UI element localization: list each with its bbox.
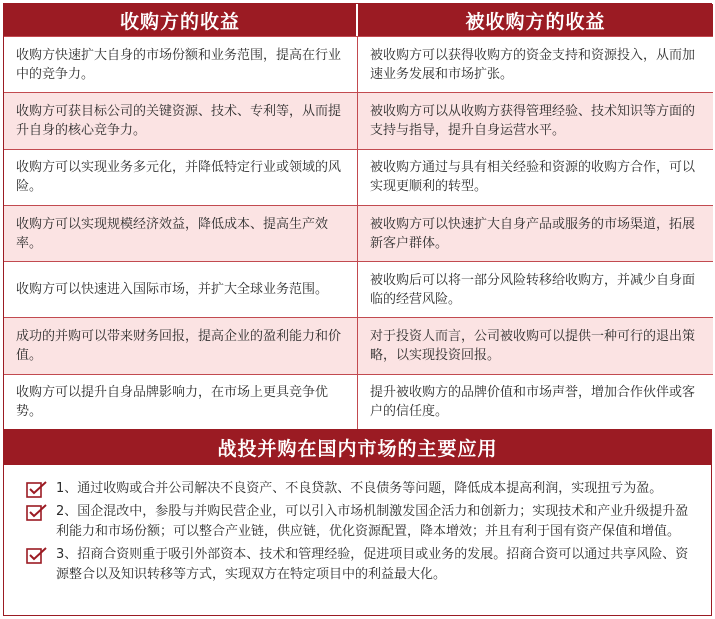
header-acquirer-benefits: 收购方的收益 xyxy=(4,4,358,36)
acquirer-benefit-cell: 收购方快速扩大自身的市场份额和业务范围，提高在行业中的竞争力。 xyxy=(4,36,358,92)
acquirer-benefit-cell: 收购方可以实现业务多元化，并降低特定行业或领域的风险。 xyxy=(4,149,358,205)
checkbox-check-icon xyxy=(26,503,48,521)
acquirer-benefit-cell: 收购方可以快速进入国际市场，并扩大全球业务范围。 xyxy=(4,261,358,317)
applications-section xyxy=(3,429,712,616)
acquired-benefit-cell: 被收购方可以快速扩大自身产品或服务的市场渠道，拓展新客户群体。 xyxy=(358,205,713,261)
header-acquired-benefits: 被收购方的收益 xyxy=(358,4,713,36)
list-item xyxy=(26,502,697,542)
acquired-benefit-cell: 被收购方可以获得收购方的资金支持和资源投入，从而加速业务发展和市场扩张。 xyxy=(358,36,713,92)
application-text: 2、国企混改中，参股与并购民营企业，可以引入市场机制激发国企活力和创新力；实现技术和产业升级提升盈利能力和市场份额；可以整合产业链，供应链，优化资源配置，降本增效；并且有利于国有资产保值和增值。 xyxy=(56,504,689,539)
acquired-benefit-cell: 提升被收购方的品牌价值和市场声誉，增加合作伙伴或客户的信任度。 xyxy=(358,374,713,430)
acquirer-benefit-cell: 成功的并购可以带来财务回报，提高企业的盈利能力和价值。 xyxy=(4,317,358,373)
application-text: 1、通过收购或合并公司解决不良资产、不良贷款、不良债务等问题，降低成本提高利润，实现扭亏为盈。 xyxy=(56,481,663,496)
benefits-table xyxy=(3,3,712,429)
applications-title: 战投并购在国内市场的主要应用 xyxy=(4,429,711,465)
acquired-benefit-cell: 被收购方通过与具有相关经验和资源的收购方合作，可以实现更顺利的转型。 xyxy=(358,149,713,205)
acquirer-benefit-cell: 收购方可以提升自身品牌影响力，在市场上更具竞争优势。 xyxy=(4,374,358,430)
acquired-benefit-cell: 被收购后可以将一部分风险转移给收购方，并减少自身面临的经营风险。 xyxy=(358,261,713,317)
acquired-benefit-cell: 对于投资人而言，公司被收购可以提供一种可行的退出策略，以实现投资回报。 xyxy=(358,317,713,373)
list-item xyxy=(26,545,697,585)
application-text: 3、招商合资则重于吸引外部资本、技术和管理经验，促进项目或业务的发展。招商合资可以通过共享风险、资源整合以及知识转移等方式，实现双方在特定项目中的利益最大化。 xyxy=(56,547,689,582)
acquirer-benefit-cell: 收购方可以实现规模经济效益，降低成本、提高生产效率。 xyxy=(4,205,358,261)
applications-list xyxy=(4,465,711,585)
checkbox-check-icon xyxy=(26,546,48,564)
list-item xyxy=(26,479,697,499)
acquirer-benefit-cell: 收购方可获目标公司的关键资源、技术、专利等，从而提升自身的核心竞争力。 xyxy=(4,92,358,148)
acquired-benefit-cell: 被收购方可以从收购方获得管理经验、技术知识等方面的支持与指导，提升自身运营水平。 xyxy=(358,92,713,148)
checkbox-check-icon xyxy=(26,480,48,498)
page xyxy=(3,3,712,616)
